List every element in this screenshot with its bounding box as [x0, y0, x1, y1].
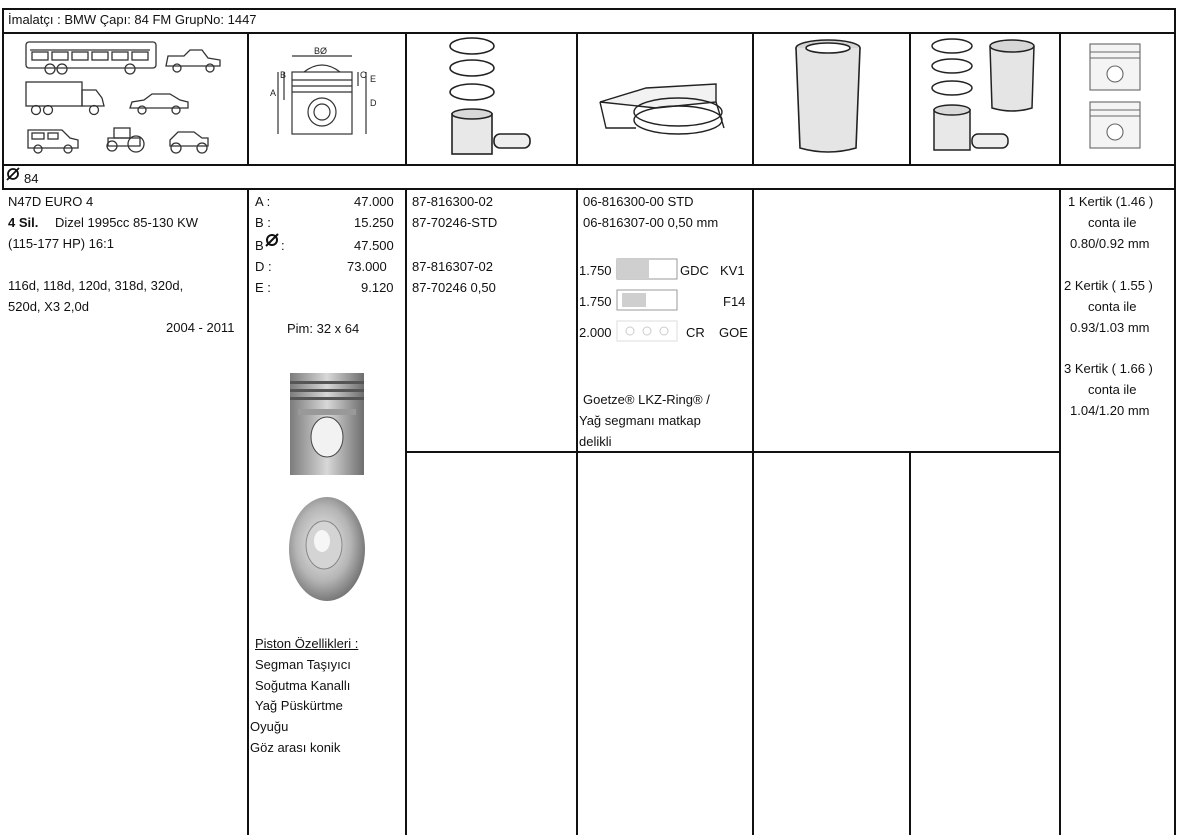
mid-divider [406, 451, 1060, 453]
dim-d-value: 73.000 [347, 259, 387, 274]
piston-part-3: 87-816307-02 [412, 259, 493, 274]
bore-row-bottom-border [2, 188, 1176, 190]
piston-feature-5: Göz arası konik [250, 740, 341, 755]
header-title: İmalatçı : BMW Çapı: 84 FM GrupNo: 1447 [8, 12, 257, 27]
header-bottom-border [2, 32, 1176, 34]
ring-2-type: F14 [723, 294, 746, 309]
bore-value: 84 [24, 171, 39, 186]
piston-feature-3: Yağ Püskürtme [255, 698, 343, 713]
col-divider-3 [576, 32, 578, 166]
gasket-2-thickness: 0.93/1.03 mm [1070, 320, 1150, 335]
dim-e-value: 9.120 [361, 280, 394, 295]
piston-drawings-icon [1084, 38, 1154, 158]
ring-1-code: GDC [680, 263, 709, 278]
piston-part-1: 87-816300-02 [412, 194, 493, 209]
dim-a-value: 47.000 [354, 194, 394, 209]
ring-note-line-2: Yağ segmanı matkap [579, 413, 701, 428]
ring-note-line-1: Goetze® LKZ-Ring® / [583, 392, 710, 407]
ring-3-width: 2.000 [579, 325, 612, 340]
body-col-divider-6 [1059, 188, 1061, 835]
dim-a-label: A : [255, 194, 271, 209]
body-col-divider-5 [909, 451, 911, 835]
ring-note-line-3: delikli [579, 434, 612, 449]
dim-e-label: E : [255, 280, 271, 295]
dim-bd-value: 47.500 [354, 238, 394, 253]
rings-piston-icon [440, 36, 540, 160]
rings-piston-liner-icon [928, 38, 1048, 158]
engine-spec: Dizel 1995cc 85-130 KW [55, 215, 199, 230]
gasket-3-label: conta ile [1088, 382, 1137, 397]
col-divider-1 [247, 32, 249, 166]
cylinder-count: 4 Sil. [8, 215, 39, 230]
gasket-2-label: conta ile [1088, 299, 1137, 314]
piston-feature-2: Soğutma Kanallı [255, 678, 351, 693]
diagram-label-e: E [370, 74, 377, 84]
ring-set-icon [596, 78, 736, 140]
pin-size: Pim: 32 x 64 [287, 321, 360, 336]
engine-power: (115-177 HP) 16:1 [8, 236, 114, 251]
vehicles-icon [22, 38, 232, 158]
body-col-divider-4 [752, 188, 754, 835]
piston-feature-4: Oyuğu [250, 719, 289, 734]
icons-bottom-border [2, 164, 1176, 166]
table-left-border [2, 8, 4, 34]
dim-d-label: D : [255, 259, 272, 274]
body-col-divider-2 [405, 188, 407, 835]
piston-part-4: 87-70246 0,50 [412, 280, 496, 295]
table-right-border [1174, 8, 1176, 835]
ring-3-type: GOE [719, 325, 748, 340]
diameter-small-icon [265, 233, 279, 247]
ring-3-profile-icon [616, 320, 678, 342]
piston-dimension-diagram-icon [262, 44, 392, 144]
piston-feature-1: Segman Taşıyıcı [255, 657, 351, 672]
col-divider-6 [1059, 32, 1061, 166]
gasket-2-notch: 2 Kertik ( 1.55 ) [1064, 278, 1153, 293]
engine-code: N47D EURO 4 [8, 194, 94, 209]
models-line-1: 116d, 118d, 120d, 318d, 320d, [8, 278, 184, 293]
piston-top-photo [288, 495, 366, 603]
diagram-label-c: C [360, 70, 367, 80]
dim-b-label: B : [255, 215, 271, 230]
col-divider-2 [405, 32, 407, 166]
diagram-label-bd: BØ [314, 46, 328, 56]
dim-bd-label: B [255, 238, 264, 253]
ring-part-1: 06-816300-00 STD [583, 194, 694, 209]
ring-2-width: 1.750 [579, 294, 612, 309]
body-col-divider-3 [576, 188, 578, 835]
table-left-border-icons [2, 32, 4, 190]
col-divider-5 [909, 32, 911, 166]
piston-part-2: 87-70246-STD [412, 215, 498, 230]
ring-part-2: 06-816307-00 0,50 mm [583, 215, 719, 230]
ring-1-type: KV1 [720, 263, 745, 278]
ring-1-profile-icon [616, 258, 678, 280]
ring-1-width: 1.750 [579, 263, 612, 278]
diagram-label-a: A [270, 88, 277, 98]
cylinder-liner-icon [788, 38, 868, 158]
ring-2-profile-icon [616, 289, 678, 311]
col-divider-4 [752, 32, 754, 166]
dim-bd-colon: : [281, 238, 285, 253]
gasket-1-notch: 1 Kertik (1.46 ) [1068, 194, 1154, 209]
gasket-3-thickness: 1.04/1.20 mm [1070, 403, 1150, 418]
body-col-divider-1 [247, 188, 249, 835]
piston-side-photo [288, 371, 366, 477]
piston-features-title: Piston Özellikleri : [255, 636, 359, 651]
gasket-3-notch: 3 Kertik ( 1.66 ) [1064, 361, 1153, 376]
gasket-1-thickness: 0.80/0.92 mm [1070, 236, 1150, 251]
gasket-1-label: conta ile [1088, 215, 1137, 230]
production-years: 2004 - 2011 [166, 320, 235, 335]
models-line-2: 520d, X3 2,0d [8, 299, 89, 314]
diameter-icon [6, 167, 20, 181]
table-top-border [2, 8, 1176, 10]
diagram-label-d: D [370, 98, 377, 108]
ring-3-code: CR [686, 325, 705, 340]
diagram-label-b: B [280, 70, 287, 80]
dim-b-value: 15.250 [354, 215, 394, 230]
